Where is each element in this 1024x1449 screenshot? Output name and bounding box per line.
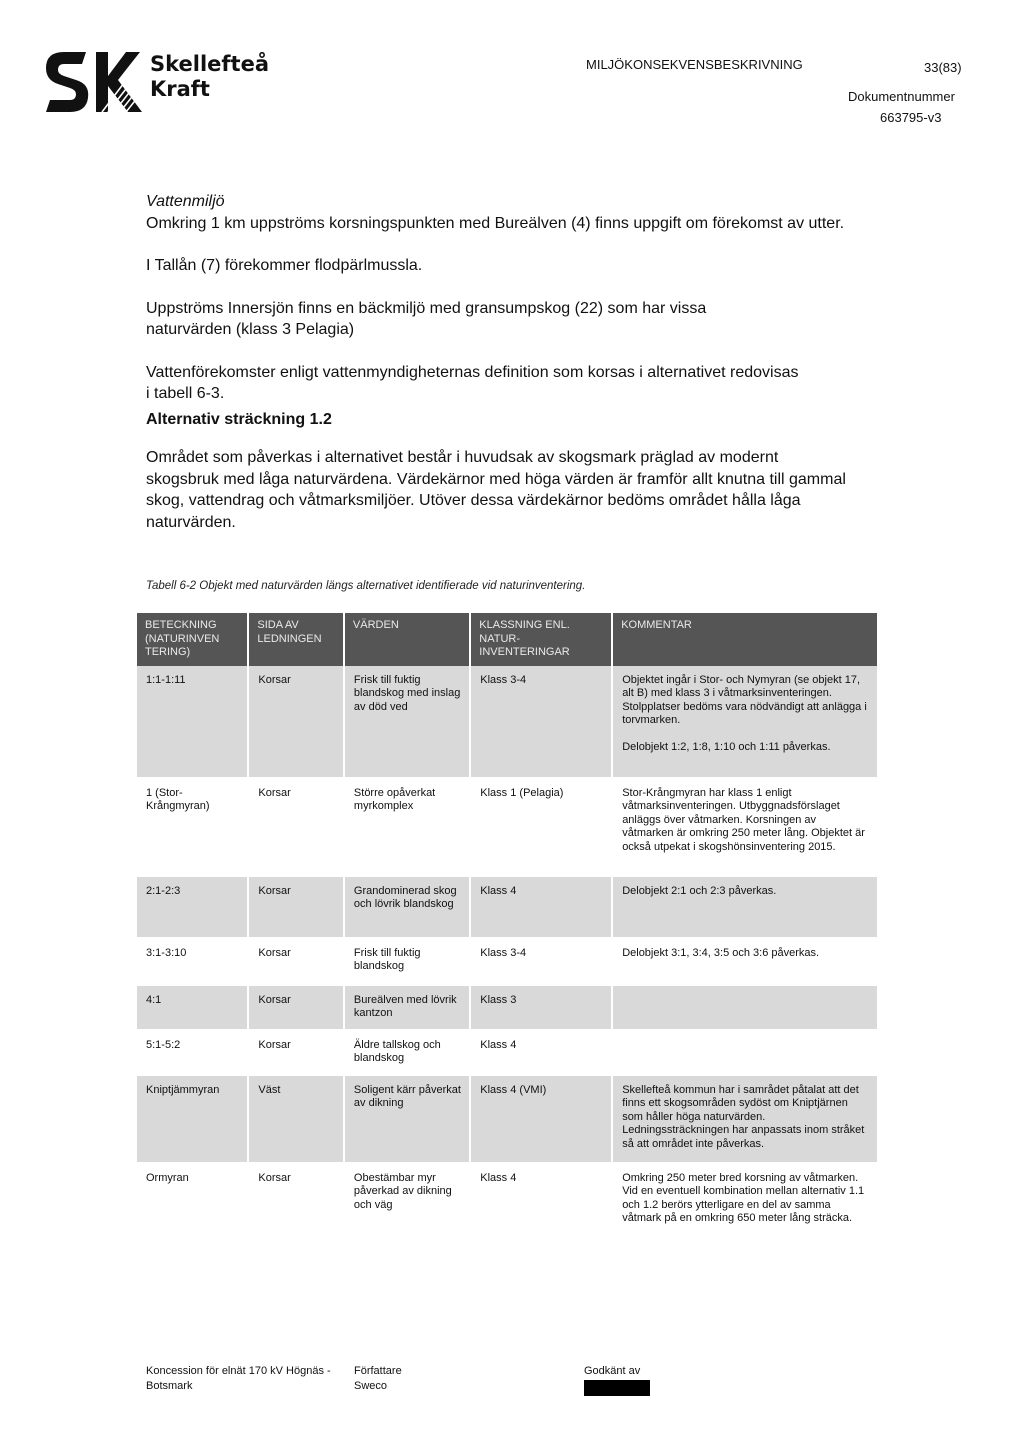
cell-id: Kniptjämmyran <box>137 1075 248 1163</box>
page-number: 33(83) <box>924 60 962 75</box>
table-row <box>137 1075 878 1163</box>
cell-comment: Skellefteå kommun har i samrådet påtalat att det finns ett skogsområden sydöst om Kniptjärnen som håller höga naturvärden. Ledningssträckningen har anpassats inom stråket så att området inte påverkas. <box>612 1075 878 1163</box>
footer-approved-label: Godkänt av <box>584 1365 641 1377</box>
cell-side: Väst <box>248 1075 344 1163</box>
cell-class: Klass 3 <box>470 985 612 1030</box>
cell-value: Bureälven med lövrik kantzon <box>344 985 470 1030</box>
header-kommentar: KOMMENTAR <box>612 613 878 666</box>
header-klassning: KLASSNING ENL. NATUR-INVENTERINGAR <box>470 613 612 666</box>
natural-values-table <box>137 613 879 1260</box>
cell-comment: Omkring 250 meter bred korsning av våtmarken. Vid en eventuell kombination mellan alternativ 1.1 och 1.2 berörs ytterligare en del av samma våtmark på en omkring 650 meter lång sträcka. <box>612 1163 878 1259</box>
cell-class: Klass 4 <box>470 876 612 938</box>
cell-class: Klass 1 (Pelagia) <box>470 778 612 876</box>
header-sida: SIDA AV LEDNINGEN <box>248 613 344 666</box>
table-row <box>137 938 878 985</box>
cell-comment: Delobjekt 3:1, 3:4, 3:5 och 3:6 påverkas. <box>612 938 878 985</box>
cell-comment: Stor-Krångmyran har klass 1 enligt våtmarksinventeringen. Utbyggnadsförslaget anläggs över våtmarken. Korsningen av våtmarken är omkring 250 meter lång. Objektet är också utpekat i skogshönsinventering 2015. <box>612 778 878 876</box>
table-row <box>137 985 878 1030</box>
cell-value: Större opåverkat myrkomplex <box>344 778 470 876</box>
cell-value: Frisk till fuktig blandskog <box>344 938 470 985</box>
cell-side: Korsar <box>248 985 344 1030</box>
company-name-line1: Skellefteå <box>150 52 269 76</box>
footer-author: Sweco <box>354 1380 388 1392</box>
cell-id: 1 (Stor-Krångmyran) <box>137 778 248 876</box>
cell-value: Obestämbar myr påverkad av dikning och väg <box>344 1163 470 1259</box>
header-beteckning: BETECKNING (NATURINVEN TERING) <box>137 613 248 666</box>
sk-logo-icon <box>42 46 152 118</box>
cell-value: Äldre tallskog och blandskog <box>344 1030 470 1075</box>
subheading-vattenmiljo: Vattenmiljö <box>146 193 225 210</box>
comment-text-2: Delobjekt 1:2, 1:8, 1:10 och 1:11 påverkas. <box>622 740 831 753</box>
cell-id: Ormyran <box>137 1163 248 1259</box>
footer-author-label: Författare <box>354 1365 402 1377</box>
table-row <box>137 1030 878 1075</box>
cell-side: Korsar <box>248 1163 344 1259</box>
cell-class: Klass 3-4 <box>470 938 612 985</box>
footer-project: Koncession för elnät 170 kV Högnäs - Botsmark <box>146 1365 331 1392</box>
cell-class: Klass 3-4 <box>470 666 612 778</box>
document-number: 663795-v3 <box>880 110 942 125</box>
cell-comment: Delobjekt 2:1 och 2:3 påverkas. <box>612 876 878 938</box>
cell-class: Klass 4 <box>470 1030 612 1075</box>
comment-text: Objektet ingår i Stor- och Nymyran (se objekt 17, alt B) med klass 3 i våtmarksinventeringen. Stolpplatser bedöms vara nödvändigt att anlägga i torvmarken. <box>622 673 867 726</box>
table-row <box>137 666 878 778</box>
cell-value: Grandominerad skog och lövrik blandskog <box>344 876 470 938</box>
cell-class: Klass 4 (VMI) <box>470 1075 612 1163</box>
paragraph-vattenforekomster: Vattenförekomster enligt vattenmyndigheternas definition som korsas i alternativet redovisas i tabell 6-3. <box>146 363 799 402</box>
cell-id: 2:1-2:3 <box>137 876 248 938</box>
cell-class: Klass 4 <box>470 1163 612 1259</box>
footer-author-block <box>354 1364 402 1394</box>
document-number-label: Dokumentnummer <box>848 89 955 104</box>
cell-id: 3:1-3:10 <box>137 938 248 985</box>
table-row <box>137 1163 878 1259</box>
cell-id: 1:1-1:11 <box>137 666 248 778</box>
cell-side: Korsar <box>248 876 344 938</box>
cell-side: Korsar <box>248 778 344 876</box>
cell-side: Korsar <box>248 666 344 778</box>
cell-side: Korsar <box>248 938 344 985</box>
header-varden: VÄRDEN <box>344 613 470 666</box>
cell-comment <box>612 666 878 778</box>
company-name-line2: Kraft <box>150 77 210 101</box>
table-row <box>137 876 878 938</box>
cell-side: Korsar <box>248 1030 344 1075</box>
paragraph-omradet: Området som påverkas i alternativet består i huvudsak av skogsmark präglad av modernt skogsbruk med låga naturvärdena. Värdekärnor med höga värden är framför allt knutna till gammal skog, vattendrag och våtmarksmiljöer. Utöver dessa värdekärnor bedöms området hålla låga naturvärden. <box>146 449 846 531</box>
cell-id: 5:1-5:2 <box>137 1030 248 1075</box>
redacted-signature <box>584 1380 650 1396</box>
body-section <box>146 191 846 533</box>
company-name <box>150 52 269 102</box>
paragraph-innersjon: Uppströms Innersjön finns en bäckmiljö med gransumpskog (22) som har vissa naturvärden (klass 3 Pelagia) <box>146 299 707 338</box>
paragraph-utter: Omkring 1 km uppströms korsningspunkten med Bureälven (4) finns uppgift om förekomst av utter. <box>146 214 845 232</box>
cell-id: 4:1 <box>137 985 248 1030</box>
cell-value: Frisk till fuktig blandskog med inslag av död ved <box>344 666 470 778</box>
table-header-row <box>137 613 878 666</box>
table-caption: Tabell 6-2 Objekt med naturvärden längs alternativet identifierade vid naturinventering. <box>146 580 586 592</box>
cell-comment <box>612 1030 878 1075</box>
cell-value: Soligent kärr påverkat av dikning <box>344 1075 470 1163</box>
document-type: MILJÖKONSEKVENSBESKRIVNING <box>586 57 803 72</box>
section-heading: Alternativ sträckning 1.2 <box>146 410 332 428</box>
table-row <box>137 778 878 876</box>
paragraph-tallan: I Tallån (7) förekommer flodpärlmussla. <box>146 257 423 274</box>
cell-comment <box>612 985 878 1030</box>
